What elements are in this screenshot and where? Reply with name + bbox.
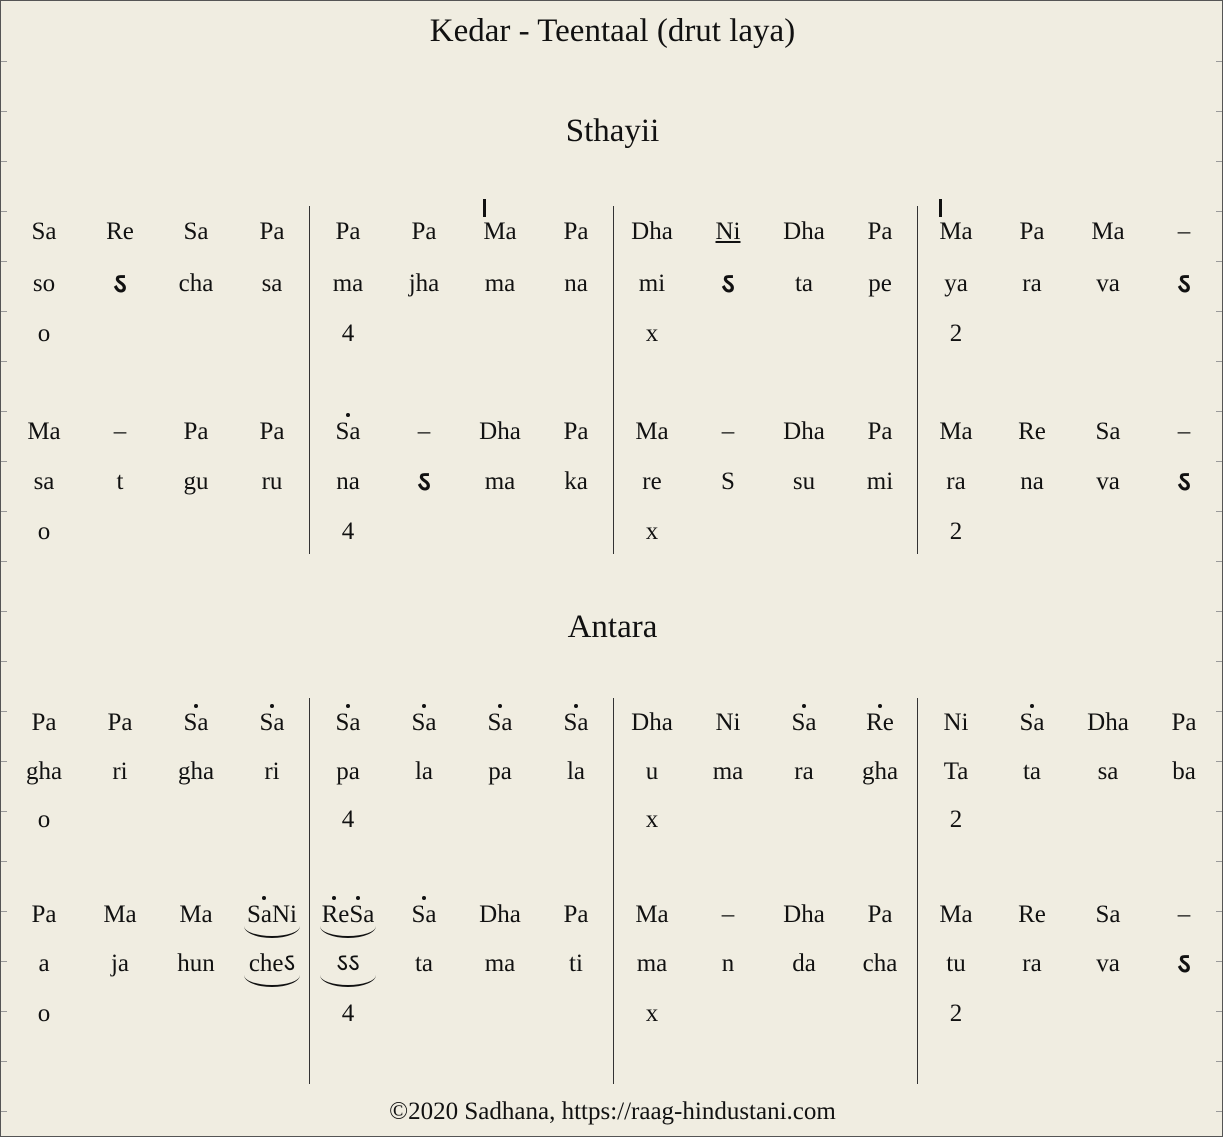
taal-marker: 4 <box>341 806 355 833</box>
taal-marker: 2 <box>949 518 963 545</box>
swar-note: Sa <box>791 709 817 736</box>
bol-syllable: na <box>564 270 588 297</box>
tivra-mark <box>483 199 486 217</box>
margin-tick <box>1216 661 1222 662</box>
margin-tick <box>1216 1111 1222 1112</box>
swar-note: Pa <box>563 901 589 928</box>
bol-syllable: va <box>1096 270 1120 297</box>
tivra-mark <box>939 199 942 217</box>
swar-note: Ni <box>715 218 741 245</box>
bol-syllable: la <box>414 758 434 785</box>
swar-note: Pa <box>1019 218 1045 245</box>
bol-syllable: cha <box>862 950 898 977</box>
bol-syllable: ऽऽ <box>336 950 360 977</box>
swar-note: Sa <box>1095 418 1121 445</box>
swar-note: Dha <box>479 901 521 928</box>
bol-syllable: va <box>1096 468 1120 495</box>
vibhag-divider <box>309 206 310 554</box>
taar-saptak-dot <box>422 896 426 900</box>
swar-note: Dha <box>783 418 825 445</box>
taar-saptak-dot <box>878 704 882 708</box>
swar-note: Sa <box>1095 901 1121 928</box>
margin-tick <box>1216 111 1222 112</box>
swar-note: Sa <box>411 901 437 928</box>
margin-tick <box>1 1061 7 1062</box>
swar-note: Pa <box>867 901 893 928</box>
bol-syllable: ऽ <box>417 465 431 498</box>
bol-syllable: ma <box>484 270 516 297</box>
bol-syllable: re <box>642 468 662 495</box>
bol-syllable: ma <box>712 758 744 785</box>
swar-note: ReSa <box>321 901 375 928</box>
margin-tick <box>1 661 7 662</box>
bol-syllable: ऽ <box>1177 267 1191 300</box>
swar-note: Ma <box>635 418 669 445</box>
swar-note: Pa <box>259 418 285 445</box>
swar-note: Pa <box>107 709 133 736</box>
swar-note: Pa <box>867 418 893 445</box>
margin-tick <box>1216 711 1222 712</box>
swar-note: Ma <box>27 418 61 445</box>
bol-syllable: ja <box>110 950 130 977</box>
bol-syllable: sa <box>1097 758 1119 785</box>
margin-tick <box>1216 561 1222 562</box>
bol-syllable: pe <box>868 270 892 297</box>
swar-note: Ma <box>635 901 669 928</box>
swar-note: Dha <box>631 709 673 736</box>
margin-tick <box>1 161 7 162</box>
bol-syllable: na <box>1020 468 1044 495</box>
bol-syllable: hun <box>177 950 215 977</box>
bol-syllable: cheऽ <box>248 950 296 977</box>
bol-syllable: mi <box>866 468 894 495</box>
margin-tick <box>1 811 7 812</box>
swar-note: Re <box>1018 418 1046 445</box>
taar-saptak-dot <box>802 704 806 708</box>
bol-syllable: gha <box>25 758 63 785</box>
bol-syllable: ra <box>794 758 814 785</box>
taal-marker: 2 <box>949 320 963 347</box>
margin-tick <box>1 111 7 112</box>
swar-note: – <box>1177 901 1191 928</box>
margin-tick <box>1 211 7 212</box>
bol-syllable: gu <box>183 468 209 495</box>
margin-tick <box>1216 361 1222 362</box>
vibhag-divider <box>917 206 918 554</box>
swar-note: Re <box>1018 901 1046 928</box>
swar-note: Sa <box>335 418 361 445</box>
margin-tick <box>1216 1011 1222 1012</box>
taal-marker: 2 <box>949 806 963 833</box>
copyright-footer: ©2020 Sadhana, https://raag-hindustani.com <box>389 1098 836 1125</box>
bol-syllable: ऽ <box>721 267 735 300</box>
bol-syllable: na <box>336 468 360 495</box>
swar-note: Dha <box>1087 709 1129 736</box>
margin-tick <box>1 911 7 912</box>
taal-marker: x <box>645 1000 659 1027</box>
margin-tick <box>1 961 7 962</box>
swar-note: Sa <box>563 709 589 736</box>
swar-note: Ma <box>1091 218 1125 245</box>
taal-marker: 4 <box>341 320 355 347</box>
bol-syllable: t <box>116 468 124 495</box>
taar-saptak-dot <box>1030 704 1034 708</box>
swar-note: Dha <box>631 218 673 245</box>
margin-tick <box>1 461 7 462</box>
swar-note: Ma <box>483 218 517 245</box>
grouping-arc <box>320 926 376 938</box>
taal-marker: x <box>645 518 659 545</box>
bol-syllable: ri <box>264 758 280 785</box>
bol-syllable: S <box>721 468 735 495</box>
bol-syllable: n <box>721 950 735 977</box>
swar-note: Pa <box>31 901 57 928</box>
bol-syllable: ra <box>1022 270 1042 297</box>
taar-saptak-dot <box>346 704 350 708</box>
bol-syllable: a <box>38 950 50 977</box>
margin-tick <box>1216 461 1222 462</box>
bol-syllable: ऽ <box>1177 465 1191 498</box>
composition-title: Kedar - Teentaal (drut laya) <box>429 13 796 49</box>
bol-syllable: ta <box>1022 758 1042 785</box>
taar-saptak-dot <box>422 704 426 708</box>
bol-syllable: ta <box>414 950 434 977</box>
swar-note: Pa <box>563 418 589 445</box>
swar-note: Pa <box>867 218 893 245</box>
taar-saptak-dot <box>356 896 360 900</box>
bol-syllable: pa <box>336 758 360 785</box>
bol-syllable: ti <box>569 950 583 977</box>
taal-marker: 2 <box>949 1000 963 1027</box>
swar-note: Pa <box>335 218 361 245</box>
margin-tick <box>1 561 7 562</box>
bol-syllable: ra <box>1022 950 1042 977</box>
swar-note: Sa <box>487 709 513 736</box>
bol-syllable: ka <box>564 468 588 495</box>
margin-tick <box>1216 761 1222 762</box>
swar-note: Dha <box>479 418 521 445</box>
bol-syllable: ऽ <box>1177 947 1191 980</box>
margin-tick <box>1 361 7 362</box>
bol-syllable: u <box>645 758 659 785</box>
margin-tick <box>1216 161 1222 162</box>
bol-syllable: pa <box>488 758 512 785</box>
section-heading-sthayii: Sthayii <box>565 113 660 149</box>
swar-note: Ma <box>179 901 213 928</box>
swar-note: Sa <box>411 709 437 736</box>
swar-note: Ni <box>715 709 741 736</box>
grouping-arc <box>244 975 300 987</box>
taal-marker: o <box>37 1000 51 1027</box>
bol-syllable: sa <box>33 468 55 495</box>
margin-tick <box>1 611 7 612</box>
margin-tick <box>1216 611 1222 612</box>
swar-note: SaNi <box>247 901 297 928</box>
taar-saptak-dot <box>574 704 578 708</box>
margin-tick <box>1216 261 1222 262</box>
swar-note: Sa <box>183 709 209 736</box>
margin-tick <box>1 1011 7 1012</box>
bol-syllable: tu <box>946 950 966 977</box>
swar-note: Sa <box>31 218 57 245</box>
bol-syllable: ya <box>944 270 968 297</box>
taal-marker: 4 <box>341 518 355 545</box>
swar-note: Pa <box>563 218 589 245</box>
taal-marker: x <box>645 806 659 833</box>
margin-tick <box>1216 961 1222 962</box>
margin-tick <box>1216 511 1222 512</box>
swar-note: Re <box>106 218 134 245</box>
margin-tick <box>1216 1061 1222 1062</box>
vibhag-divider <box>613 206 614 554</box>
bol-syllable: so <box>32 270 56 297</box>
swar-note: Dha <box>783 218 825 245</box>
bol-syllable: cha <box>178 270 214 297</box>
swar-note: – <box>113 418 127 445</box>
margin-tick <box>1 761 7 762</box>
swar-note: Ni <box>943 709 969 736</box>
bol-syllable: ba <box>1172 758 1196 785</box>
swar-note: – <box>1177 218 1191 245</box>
taar-saptak-dot <box>498 704 502 708</box>
swar-note: Ma <box>103 901 137 928</box>
taal-marker: o <box>37 518 51 545</box>
margin-tick <box>1 1111 7 1112</box>
swar-note: – <box>721 901 735 928</box>
bol-syllable: ta <box>794 270 814 297</box>
margin-tick <box>1216 911 1222 912</box>
margin-tick <box>1216 61 1222 62</box>
swar-note: – <box>721 418 735 445</box>
margin-tick <box>1 411 7 412</box>
taar-saptak-dot <box>262 896 266 900</box>
margin-tick <box>1216 861 1222 862</box>
taar-saptak-dot <box>332 896 336 900</box>
bol-syllable: Ta <box>943 758 969 785</box>
swar-note: Pa <box>183 418 209 445</box>
swar-note: Sa <box>183 218 209 245</box>
swar-note: Ma <box>939 901 973 928</box>
taal-marker: o <box>37 806 51 833</box>
bol-syllable: ma <box>332 270 364 297</box>
bol-syllable: ri <box>112 758 128 785</box>
taal-marker: o <box>37 320 51 347</box>
bol-syllable: ru <box>261 468 283 495</box>
swar-note: Pa <box>31 709 57 736</box>
swar-note: Ma <box>939 418 973 445</box>
swar-note: Ma <box>939 218 973 245</box>
bol-syllable: sa <box>261 270 283 297</box>
swar-note: Sa <box>259 709 285 736</box>
bol-syllable: jha <box>408 270 440 297</box>
margin-tick <box>1216 411 1222 412</box>
swar-note: Sa <box>1019 709 1045 736</box>
margin-tick <box>1 861 7 862</box>
bol-syllable: ra <box>946 468 966 495</box>
margin-tick <box>1216 211 1222 212</box>
swar-note: Pa <box>411 218 437 245</box>
taar-saptak-dot <box>346 413 350 417</box>
bol-syllable: va <box>1096 950 1120 977</box>
grouping-arc <box>320 975 376 987</box>
bol-syllable: gha <box>861 758 899 785</box>
margin-tick <box>1216 811 1222 812</box>
bol-syllable: da <box>792 950 816 977</box>
margin-tick <box>1 511 7 512</box>
bol-syllable: su <box>792 468 816 495</box>
swar-note: Re <box>866 709 894 736</box>
taal-marker: x <box>645 320 659 347</box>
grouping-arc <box>244 926 300 938</box>
bol-syllable: gha <box>177 758 215 785</box>
taar-saptak-dot <box>194 704 198 708</box>
taar-saptak-dot <box>270 704 274 708</box>
margin-tick <box>1 61 7 62</box>
taal-marker: 4 <box>341 1000 355 1027</box>
swar-note: Dha <box>783 901 825 928</box>
swar-note: Pa <box>1171 709 1197 736</box>
bol-syllable: ma <box>636 950 668 977</box>
swar-note: – <box>1177 418 1191 445</box>
margin-tick <box>1 261 7 262</box>
swar-note: – <box>417 418 431 445</box>
margin-tick <box>1 711 7 712</box>
swar-note: Pa <box>259 218 285 245</box>
swar-note: Sa <box>335 709 361 736</box>
bol-syllable: ऽ <box>113 267 127 300</box>
bol-syllable: la <box>566 758 586 785</box>
margin-tick <box>1216 311 1222 312</box>
margin-tick <box>1 311 7 312</box>
bol-syllable: ma <box>484 468 516 495</box>
bol-syllable: mi <box>638 270 666 297</box>
section-heading-antara: Antara <box>567 609 658 645</box>
bol-syllable: ma <box>484 950 516 977</box>
